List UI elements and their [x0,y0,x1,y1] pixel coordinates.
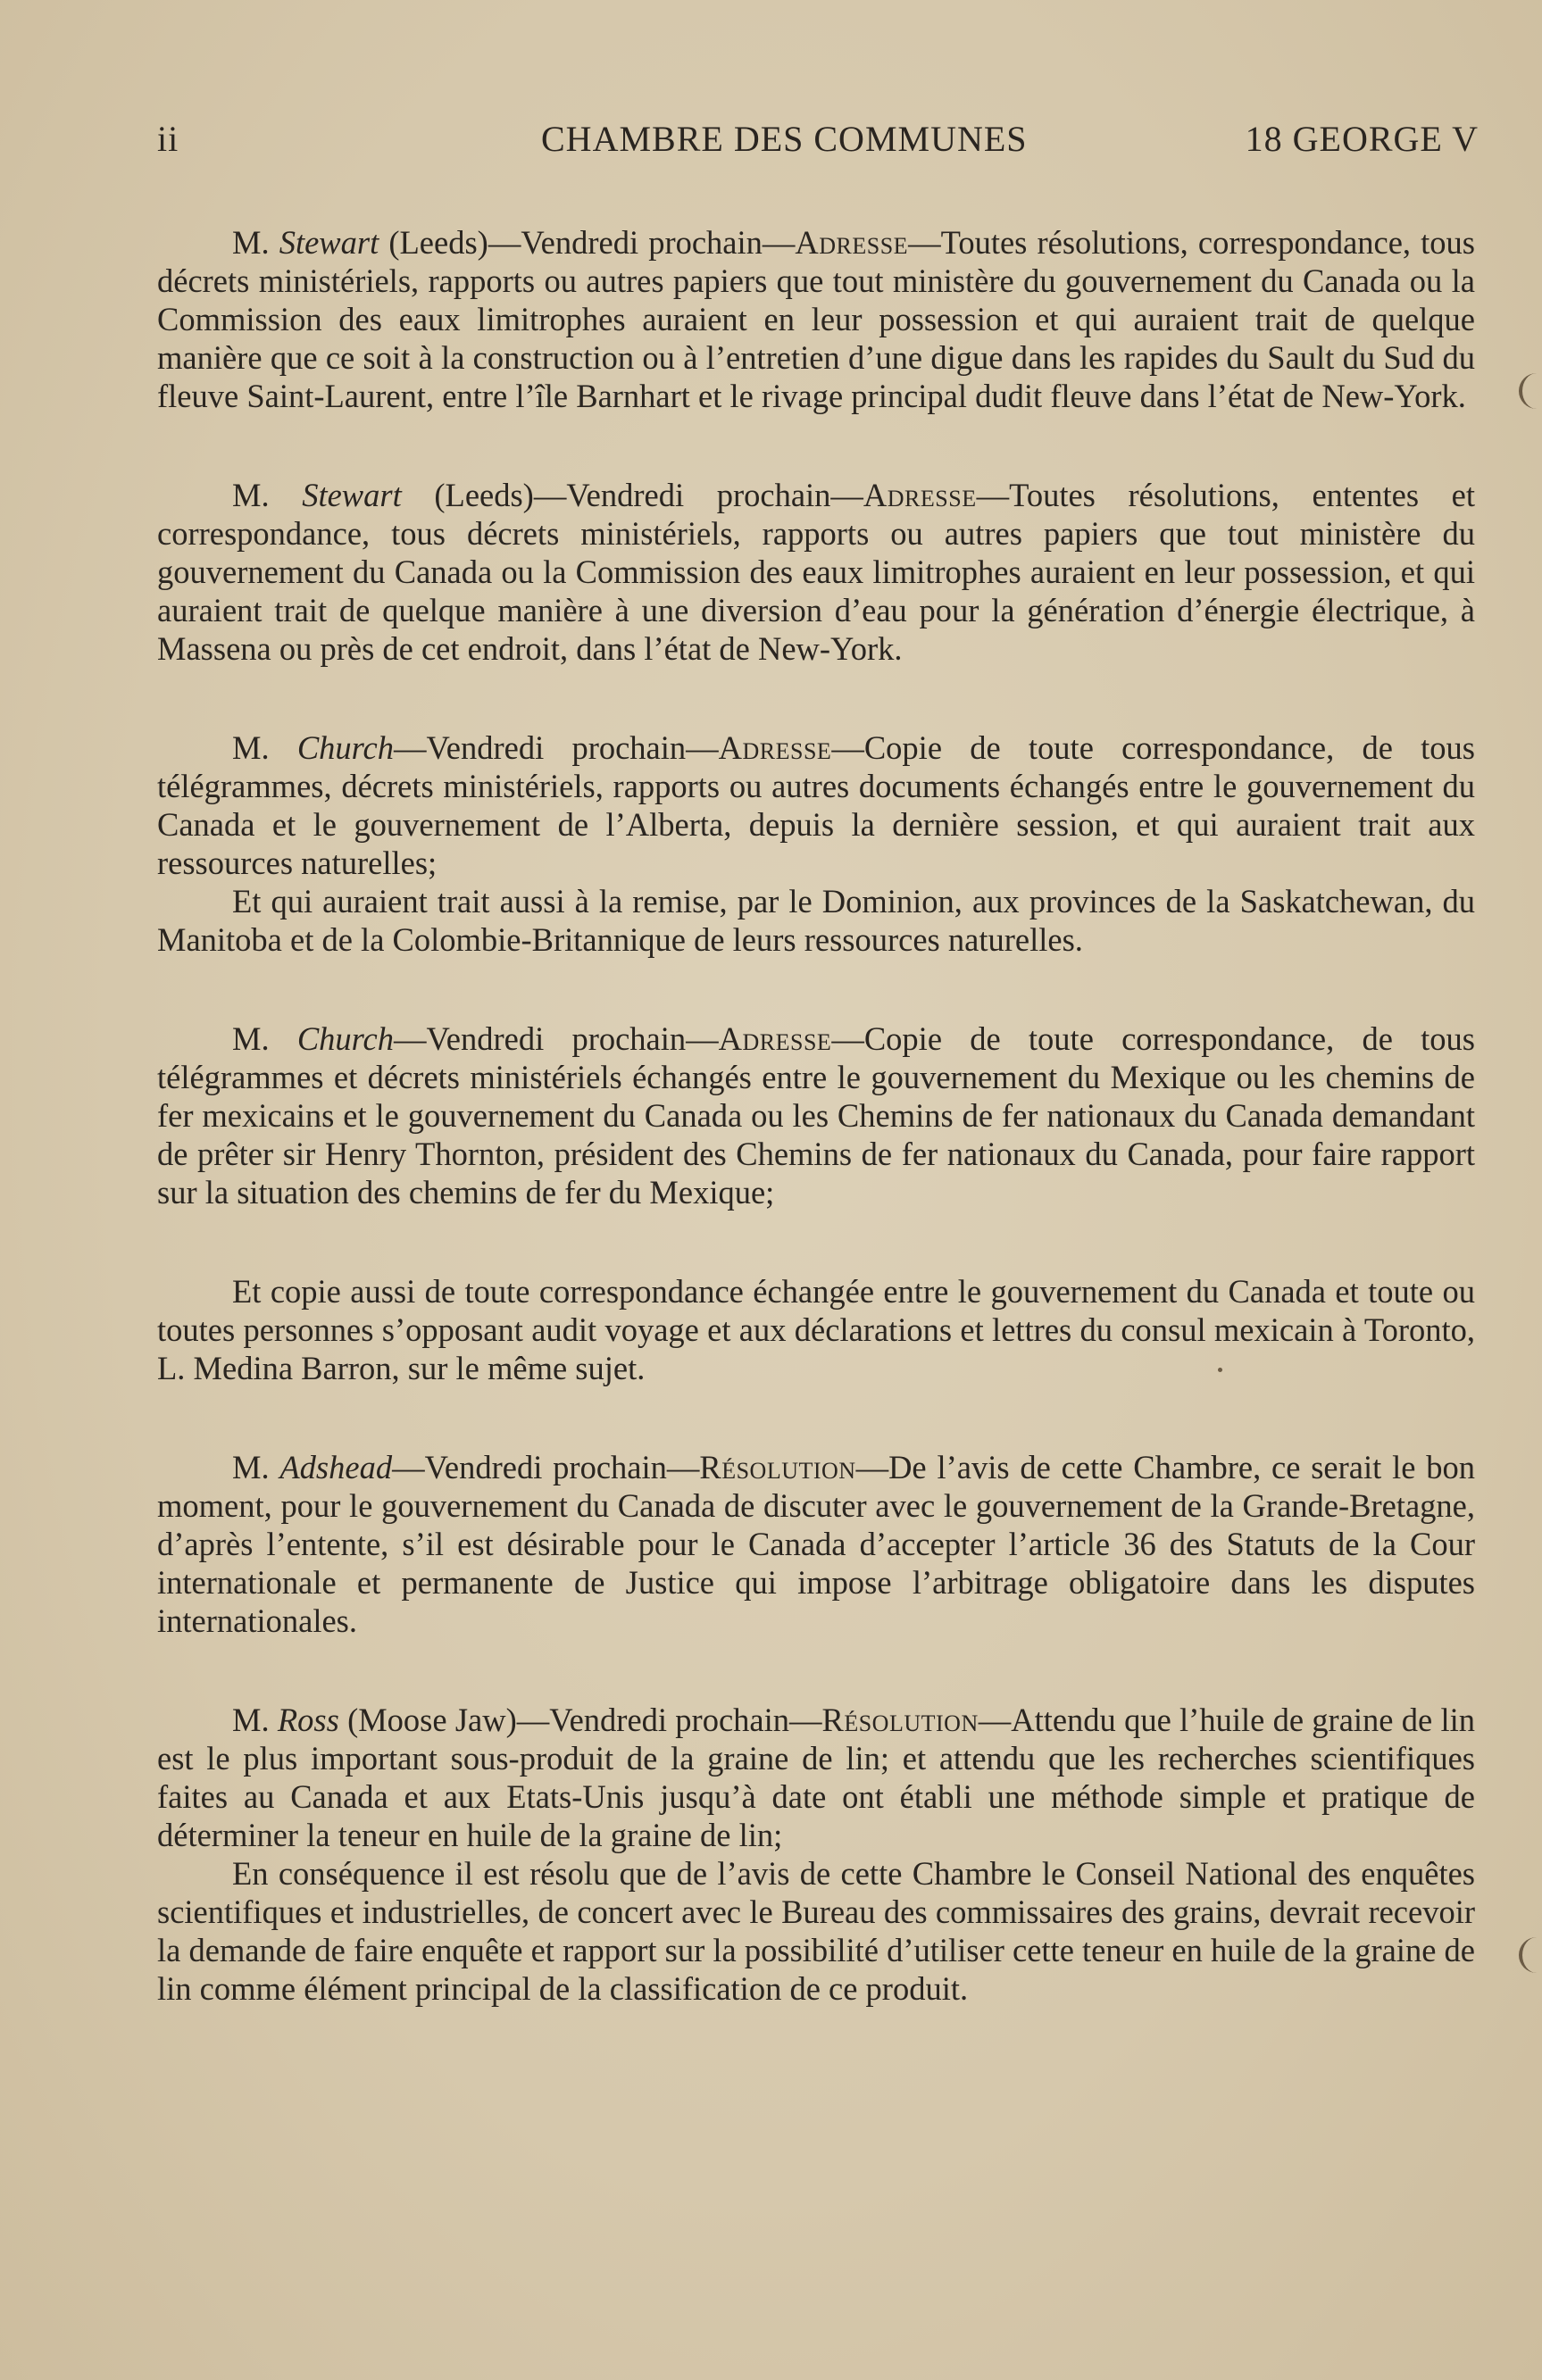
binding-mark [1519,373,1542,409]
notice-kind: Résolution [699,1449,856,1485]
notice-kind: Adresse [795,224,909,261]
notice-paragraph [157,223,1475,415]
binding-mark [1519,1937,1542,1973]
notice-date: —Vendredi prochain— [392,1449,700,1485]
member-prefix: M. [232,1449,280,1485]
member-prefix: M. [232,477,303,513]
notice-text: —Copie de toute correspondance, de tous télégrammes, décrets ministériels, rapports ou autres documents échangés entre le gouvernement du Canada et le gouvernement de l’Alberta, depuis la dernière session, et qui auraient trait aux ressources naturelles; [157,729,1475,881]
notice-text: Et qui auraient trait aussi à la remise, par le Dominion, aux provinces de la Saskatchewan, du Manitoba et de la Colombie-Britannique de leurs ressources naturelles. [157,883,1475,958]
member-name: Church [296,1020,394,1057]
member-name: Stewart [302,477,402,513]
notice-kind: Adresse [718,729,832,766]
notice-entry [157,1448,1475,1640]
member-prefix: M. [232,1702,278,1738]
notice-text: —Toutes résolutions, correspondance, tous décrets ministériels, rapports ou autres papiers que tout ministère du gouvernement du Canada ou la Commission des eaux limitrophes auraient en leur possession et qui auraient trait de quelque manière que ce soit à la construction ou à l’entretien d’une digue dans les rapides du Sault du Sud du fleuve Saint-Laurent, entre l’île Barnhart et le rivage principal dudit fleuve dans l’état de New-York. [157,224,1476,414]
member-name: Stewart [279,224,379,261]
notice-date: (Leeds)—Vendredi prochain— [401,477,863,513]
notice-text: —Attendu que l’huile de graine de lin est le plus important sous-produit de la graine de lin; et attendu que les recherches scientifiques faites au Canada et aux Etats-Unis jusqu’à date ont établi une méthode simple et pratique de déterminer la teneur en huile de la graine de lin; [157,1702,1475,1853]
notice-paragraph [157,476,1475,668]
member-name: Church [296,729,394,766]
notice-text: —Toutes résolutions, ententes et correspondance, tous décrets ministériels, rapports ou autres papiers que tout ministère du gouvernement du Canada ou la Commission des eaux limitrophes auraient en leur possession, et qui auraient trait de quelque manière à une diversion d’eau pour la génération d’énergie électrique, à Massena ou près de cet endroit, dans l’état de New-York. [157,477,1475,667]
member-name: Adshead [279,1449,393,1485]
member-prefix: M. [232,1020,297,1057]
notice-text: En conséquence il est résolu que de l’avis de cette Chambre le Conseil National des enquêtes scientifiques et industrielles, de concert avec le Bureau des commissaires des grains, devrait recevoir la demande de faire enquête et rapport sur la possibilité d’utiliser cette teneur en huile de la graine de lin comme élément principal de la classification de ce produit. [157,1855,1475,2007]
notice-paragraph [157,728,1475,882]
notice-date: —Vendredi prochain— [393,729,719,766]
header-title: CHAMBRE DES COMMUNES [541,119,1028,159]
notice-continuation [157,882,1475,959]
member-prefix: M. [232,224,279,261]
notice-list [157,223,1475,2068]
notice-entry [157,1019,1475,1211]
notice-date: (Moose Jaw)—Vendredi prochain— [338,1702,822,1738]
notice-paragraph [157,1019,1475,1211]
notice-paragraph [157,1272,1475,1387]
notice-entry [157,1701,1475,2008]
notice-paragraph [157,1701,1475,1854]
speck [1218,1368,1222,1372]
running-header [157,118,1479,171]
notice-paragraph [157,1448,1475,1640]
notice-kind: Résolution [821,1702,979,1738]
member-name: Ross [277,1702,339,1738]
notice-entry [157,1272,1475,1387]
member-prefix: M. [232,729,297,766]
notice-kind: Adresse [863,477,977,513]
header-session: 18 GEORGE V [1245,119,1479,159]
notice-date: —Vendredi prochain— [393,1020,719,1057]
notice-continuation [157,1854,1475,2008]
notice-text: Et copie aussi de toute correspondance échangée entre le gouvernement du Canada et toute ou toutes personnes s’opposant audit voyage et aux déclarations et lettres du consul mexicain à Toronto, L. Medina Barron, sur le même sujet. [157,1273,1475,1386]
notice-text: —Copie de toute correspondance, de tous télégrammes et décrets ministériels échangés entre le gouvernement du Mexique ou les chemins de fer mexicains et le gouvernement du Canada ou les Chemins de fer nationaux du Canada demandant de prêter sir Henry Thornton, président des Chemins de fer nationaux du Canada, pour faire rapport sur la situation des chemins de fer du Mexique; [157,1020,1475,1211]
page-number: ii [157,119,179,159]
notice-date: (Leeds)—Vendredi prochain— [379,224,796,261]
notice-entry [157,476,1475,668]
notice-entry [157,223,1475,415]
notice-entry [157,728,1475,959]
notice-kind: Adresse [718,1020,832,1057]
notice-text: —De l’avis de cette Chambre, ce serait le bon moment, pour le gouvernement du Canada de discuter avec le gouvernement de la Grande-Bretagne, d’après l’entente, s’il est désirable pour le Canada d’accepter l’article 36 des Statuts de la Cour internationale et permanente de Justice qui impose l’arbitrage obligatoire dans les disputes internationales. [157,1449,1475,1639]
